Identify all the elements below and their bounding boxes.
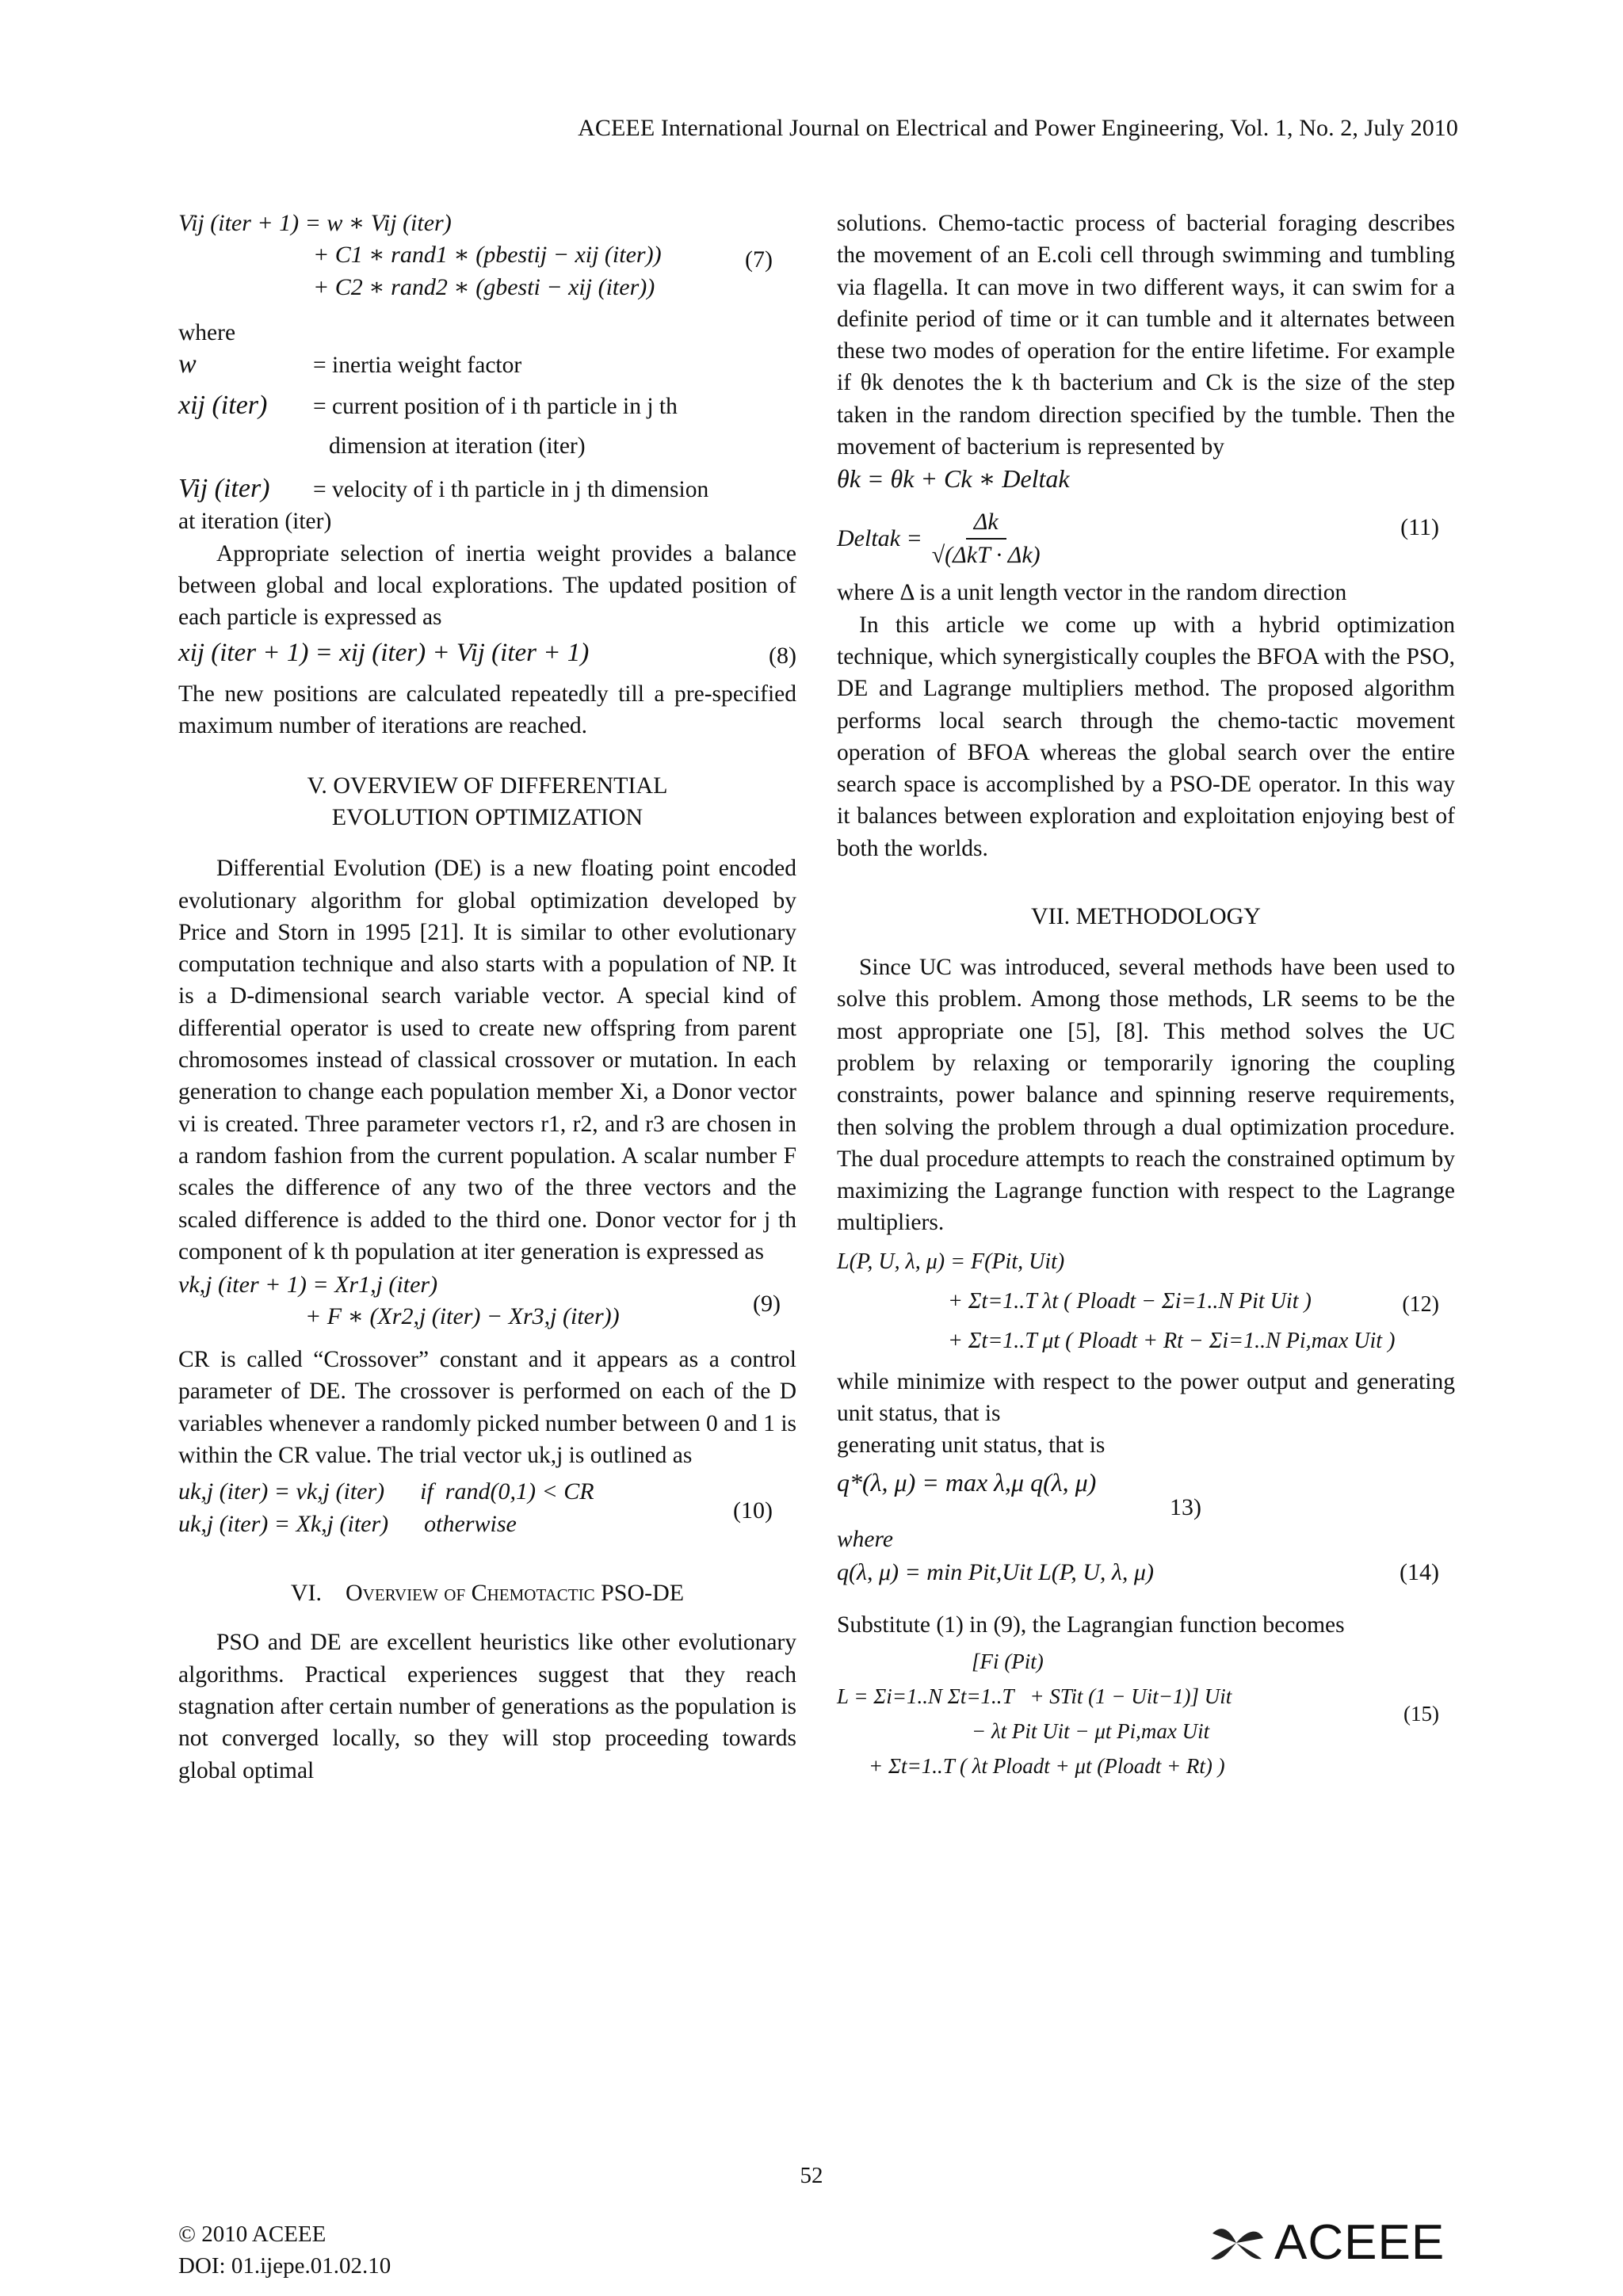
equation-11-line-1: θk = θk + Ck ∗ Deltak [837, 464, 1070, 494]
paragraph-inertia: Appropriate selection of inertia weight provides a balance between global and local explorations. The updated position of each particle is expressed as [178, 540, 796, 631]
equation-14-number: (14) [1400, 1558, 1439, 1585]
aceee-logo-icon [1205, 2219, 1268, 2267]
right-column [837, 208, 1455, 1806]
equation-8 [178, 637, 796, 675]
equation-13-text: q*(λ, μ) = max λ,μ q(λ, μ) [837, 1467, 1097, 1497]
running-header: ACEEE International Journal on Electrical and Power Engineering, Vol. 1, No. 2, July 2010 [578, 115, 1458, 141]
def-w [178, 349, 796, 381]
copyright-block [178, 2218, 391, 2282]
equation-8-number: (8) [769, 642, 796, 669]
section-6-heading-text: Overview of Chemotactic PSO-DE [346, 1580, 685, 1607]
page-number: 52 [800, 2163, 823, 2188]
equation-8-text: xij (iter + 1) = xij (iter) + Vij (iter + 1) [178, 638, 590, 667]
def-x-text-2: dimension at iteration (iter) [329, 433, 586, 459]
def-x-symbol: xij (iter) [178, 390, 268, 420]
equation-15-line-3: − λt Pit Uit − μt Pi,max Uit [972, 1719, 1210, 1744]
equation-10-line-2: uk,j (iter) = Xk,j (iter) otherwise [178, 1510, 517, 1537]
left-column [178, 208, 796, 1787]
copyright-text: © 2010 ACEEE [178, 2222, 327, 2247]
equation-7 [178, 208, 796, 312]
equation-15-number: (15) [1403, 1702, 1439, 1726]
equation-14 [837, 1557, 1455, 1603]
paragraph-de-intro: Differential Evolution (DE) is a new floating point encoded evolutionary algorithm for global optimization developed by Price and Storn in 1995 [21]. It is similar to other evolutionary computation technique and also starts with a population of NP. It is a D-dimensional search variable vector. A special kind of differential operator is used to create new offspring from parent chromosomes instead of classical crossover or mutation. In each generation to change each population member Xi, a Donor vector vi is created. Three parameter vectors r1, r2, and r3 are chosen in a random fashion from the current population. A scalar number F scales the difference of any two of the three vectors and the scaled difference is added to the third one. Donor vector for j th component of k th population at iter generation is expressed as [178, 856, 796, 1264]
where-label-right: where [837, 1526, 893, 1552]
doi-text: DOI: 01.ijepe.01.02.10 [178, 2253, 391, 2279]
equation-7-line-2: + C1 ∗ rand1 ∗ (pbestij − xij (iter)) [313, 242, 662, 269]
section-6-heading [178, 1577, 796, 1609]
equation-13 [837, 1466, 1455, 1524]
def-v-text: = velocity of i th particle in j th dimension [313, 477, 709, 503]
equation-10-number: (10) [733, 1497, 773, 1524]
paragraph-methodology: Since UC was introduced, several methods have been used to solve this problem. Among those methods, LR seems to be the most appropriate one [5], [8]. This method solves the UC problem by relaxing or temporarily ignoring the coupling constraints, power balance and spinning reserve requirements, then solving the problem through a dual optimization procedure. The dual procedure attempts to reach the constrained optimum by maximizing the Lagrange function with respect to the Lagrange multipliers. [837, 955, 1455, 1236]
equation-14-text: q(λ, μ) = min Pit,Uit L(P, U, λ, μ) [837, 1558, 1154, 1585]
def-v-cont [178, 505, 796, 537]
equation-11-numerator: Δk [966, 506, 1006, 540]
equation-12-line-3: + Σt=1..T μt ( Ploadt + Rt − Σi=1..N Pi,max Uit ) [948, 1328, 1396, 1353]
equation-12-line-2: + Σt=1..T λt ( Ploadt − Σi=1..N Pit Uit ) [948, 1288, 1312, 1314]
equation-11-fraction-row [837, 506, 1455, 572]
def-w-symbol: w [178, 349, 197, 379]
equation-15-line-2: L = Σi=1..N Σt=1..T + STit (1 − Uit−1)] Uit [837, 1684, 1232, 1709]
paragraph-delta: where Δ is a unit length vector in the random direction [837, 580, 1347, 606]
equation-10 [178, 1476, 796, 1549]
equation-9-line-1: vk,j (iter + 1) = Xr1,j (iter) [178, 1272, 438, 1299]
equation-11-number: (11) [1400, 514, 1439, 541]
def-v [178, 473, 796, 505]
paragraph-crossover: CR is called “Crossover” constant and it appears as a control parameter of DE. The crossover is performed on each of the D variables whenever a randomly picked number between 0 and 1 is within the CR value. The trial vector uk,j is outlined as [178, 1347, 796, 1469]
def-x [178, 390, 796, 422]
paragraph-hybrid: In this article we come up with a hybrid optimization technique, which synergistically couples the BFOA with the PSO, DE and Lagrange multipliers method. The proposed algorithm performs local search through the chemo-tactic movement operation of BFOA whereas the global search over the entire search space is accomplished by a PSO-DE operator. In this way it balances between exploration and exploitation enjoying best of both the worlds. [837, 612, 1455, 861]
section-5-heading-line-2: EVOLUTION OPTIMIZATION [331, 804, 643, 831]
equation-9 [178, 1269, 796, 1342]
section-5-heading-line-1: V. OVERVIEW OF DIFFERENTIAL [307, 772, 668, 799]
section-7-heading: VII. METHODOLOGY [1031, 903, 1261, 930]
equation-9-number: (9) [753, 1291, 781, 1318]
def-w-text: = inertia weight factor [313, 353, 522, 379]
equation-9-line-2: + F ∗ (Xr2,j (iter) − Xr3,j (iter)) [305, 1303, 620, 1330]
equation-15-line-4: + Σt=1..T ( λt Ploadt + μt (Ploadt + Rt) ) [869, 1754, 1225, 1779]
paragraph-minimize: while minimize with respect to the power output and generating unit status, that is [837, 1368, 1455, 1427]
paragraph-chemotaxis: solutions. Chemo-tactic process of bacterial foraging describes the movement of an E.coli cell through swimming and tumbling via flagella. It can move in two different ways, it can swim for a definite period of time or it can tumble and it alternates between these two modes of operation for the entire lifetime. For example if θk denotes the k th bacterium and Ck is the size of the step taken in the random direction specified by the tumble. Then the movement of bacterium is represented by [837, 211, 1455, 460]
equation-11-denominator: √(ΔkT · Δk) [931, 541, 1041, 568]
paragraph-substitute: Substitute (1) in (9), the Lagrangian function becomes [837, 1611, 1345, 1638]
equation-12-line-1: L(P, U, λ, μ) = F(Pit, Uit) [837, 1249, 1065, 1274]
equation-12-number: (12) [1402, 1291, 1439, 1317]
equation-7-number: (7) [745, 246, 773, 273]
equation-12 [837, 1242, 1455, 1361]
paragraph-minimize-repeat: generating unit status, that is [837, 1432, 1106, 1459]
aceee-logo [1205, 2214, 1445, 2271]
equation-11-lhs: Deltak = [837, 524, 922, 551]
def-v-symbol: Vij (iter) [178, 474, 270, 504]
equation-11 [837, 463, 1455, 574]
where-label: where [178, 320, 236, 345]
equation-7-line-3: + C2 ∗ rand2 ∗ (gbesti − xij (iter)) [313, 273, 655, 300]
def-x-cont [178, 430, 796, 462]
equation-11-fraction [932, 506, 1041, 572]
equation-7-line-1: Vij (iter + 1) = w ∗ Vij (iter) [178, 210, 452, 236]
symbol-definitions [178, 349, 796, 537]
def-x-text: = current position of i th particle in j th [313, 393, 678, 419]
paragraph-positions: The new positions are calculated repeatedly till a pre-specified maximum number of iterations are reached. [178, 681, 796, 738]
section-6-heading-number: VI. [290, 1580, 322, 1607]
section-5-heading [178, 770, 796, 833]
paragraph-pso-de: PSO and DE are excellent heuristics like other evolutionary algorithms. Practical experiences suggest that they reach stagnation after certain number of generations as the population is not converged locally, so they will stop proceeding towards global optimal [178, 1630, 796, 1783]
equation-13-number: 13) [1170, 1493, 1201, 1520]
def-v-text-2: at iteration (iter) [178, 509, 332, 535]
equation-10-line-1: uk,j (iter) = vk,j (iter) if rand(0,1) < CR [178, 1478, 594, 1505]
aceee-logo-text: ACEEE [1274, 2215, 1445, 2270]
equation-15 [837, 1644, 1455, 1802]
equation-15-line-1: [Fi (Pit) [972, 1650, 1044, 1674]
